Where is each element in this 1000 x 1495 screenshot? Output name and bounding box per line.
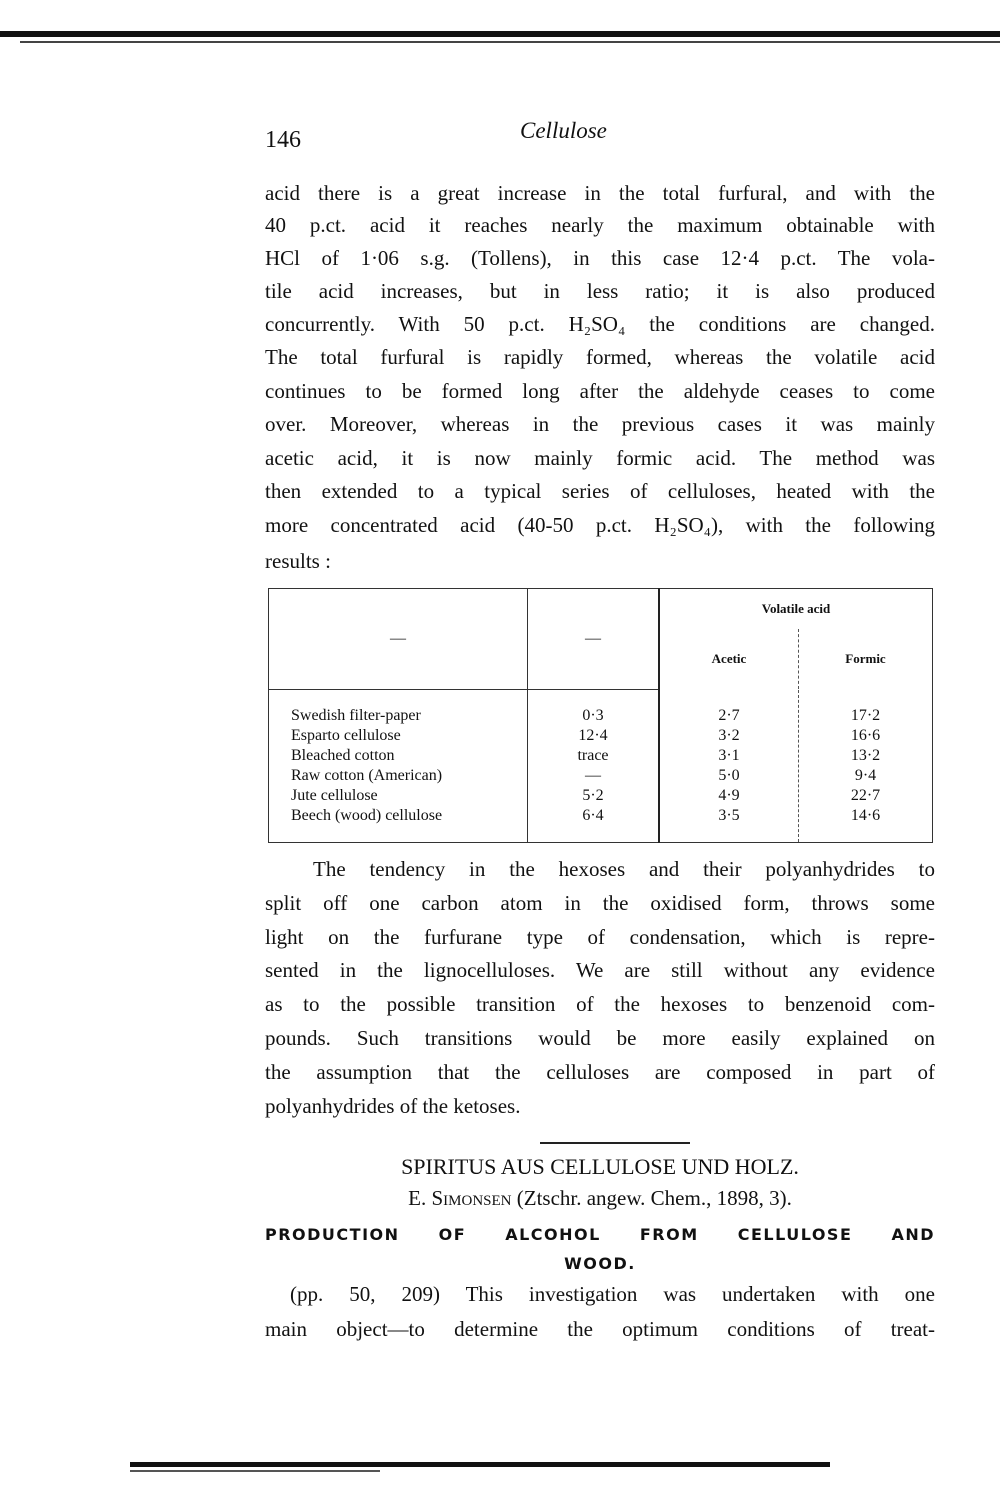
text-line: tile acid increases, but in less ratio; it is also produced (265, 279, 935, 303)
section-citation (265, 1186, 935, 1211)
text-line: more concentrated acid (40-50 p.ct. H₂SO₄), with the following (265, 513, 935, 537)
row-acetic: 4·9 (718, 787, 740, 804)
text-line: the assumption that the celluloses are composed in part of (265, 1060, 935, 1084)
page-number: 146 (265, 127, 301, 153)
text-line: acid there is a great increase in the total furfural, and with the (265, 181, 935, 205)
row-acetic: 3·1 (718, 747, 740, 764)
row-furfural: 0·3 (582, 707, 604, 724)
text-line: The tendency in the hexoses and their polyanhydrides to (313, 857, 935, 881)
row-name: Beech (wood) cellulose (291, 807, 443, 824)
row-acetic: 3·5 (718, 807, 740, 824)
text-line: then extended to a typical series of celluloses, heated with the (265, 479, 935, 503)
text-line: HCl of 1·06 s.g. (Tollens), in this case 12·4 p.ct. The vola- (265, 246, 935, 270)
english-title-line1: PRODUCTION OF ALCOHOL FROM CELLULOSE AND (265, 1225, 935, 1244)
section-title: SPIRITUS AUS CELLULOSE UND HOLZ. (401, 1154, 799, 1179)
row-formic: 17·2 (850, 706, 881, 724)
author-name: E. Simonsen (408, 1186, 512, 1210)
table-header-row (269, 589, 933, 630)
volatile-acid-header: Volatile acid (659, 589, 933, 630)
text-line: as to the possible transition of the hexoses to benzenoid com- (265, 992, 935, 1016)
results-table (268, 588, 933, 843)
row-formic: 16·6 (850, 726, 881, 744)
text-line: main object—to determine the optimum conditions of treat- (265, 1317, 935, 1341)
row-name: Esparto cellulose (291, 727, 401, 744)
text-line: light on the furfurane type of condensation, which is repre- (265, 925, 935, 949)
row-name: Bleached cotton (291, 747, 395, 764)
bottom-scan-border-thin (130, 1470, 380, 1472)
row-formic: 9·4 (854, 766, 877, 784)
running-title: Cellulose (520, 118, 607, 143)
text-line: polyanhydrides of the ketoses. (265, 1094, 521, 1118)
table-body (269, 690, 933, 843)
text-line: sented in the lignocelluloses. We are still without any evidence (265, 958, 935, 982)
row-acetic: 3·2 (718, 727, 740, 744)
text-line: split off one carbon atom in the oxidised form, throws some (265, 891, 935, 915)
row-formic: 22·7 (850, 786, 881, 804)
row-acetic: 5·0 (718, 767, 740, 784)
acetic-header: Acetic (659, 629, 799, 690)
bottom-scan-border (130, 1462, 830, 1467)
row-name: Swedish filter-paper (291, 707, 421, 724)
row-furfural: trace (577, 747, 609, 764)
header-dash: — (390, 630, 406, 647)
row-furfural: 6·4 (582, 807, 604, 824)
row-formic: 14·6 (850, 806, 881, 824)
text-line: continues to be formed long after the aldehyde ceases to come (265, 379, 935, 403)
text-line: 40 p.ct. acid it reaches nearly the maximum obtainable with (265, 213, 935, 237)
header-col1 (269, 589, 528, 690)
text-line: concurrently. With 50 p.ct. H₂SO₄ the conditions are changed. (265, 312, 935, 336)
citation-text: (Ztschr. angew. Chem., 1898, 3). (516, 1186, 792, 1210)
row-furfural: — (585, 767, 601, 784)
row-acetic: 2·7 (718, 707, 740, 724)
text-line: The total furfural is rapidly formed, whereas the volatile acid (265, 345, 935, 369)
row-formic: 13·2 (850, 746, 881, 764)
text-line: pounds. Such transitions would be more easily explained on (265, 1026, 935, 1050)
english-title-line2: WOOD. (564, 1254, 636, 1273)
row-furfural: 12·4 (578, 727, 608, 744)
row-name: Jute cellulose (291, 787, 378, 804)
text-line: over. Moreover, whereas in the previous cases it was mainly (265, 412, 935, 436)
row-name: Raw cotton (American) (291, 767, 443, 784)
row-furfural: 5·2 (582, 787, 604, 804)
text-line: results : (265, 549, 331, 573)
formic-header: Formic (799, 629, 933, 690)
text-line: (pp. 50, 209) This investigation was undertaken with one (290, 1282, 935, 1306)
section-divider (540, 1142, 690, 1144)
header-col2 (528, 589, 660, 690)
top-scan-border-thin (20, 41, 1000, 43)
text-line: acetic acid, it is now mainly formic acid. The method was (265, 446, 935, 470)
header-dash: — (585, 630, 601, 647)
top-scan-border (0, 31, 1000, 37)
